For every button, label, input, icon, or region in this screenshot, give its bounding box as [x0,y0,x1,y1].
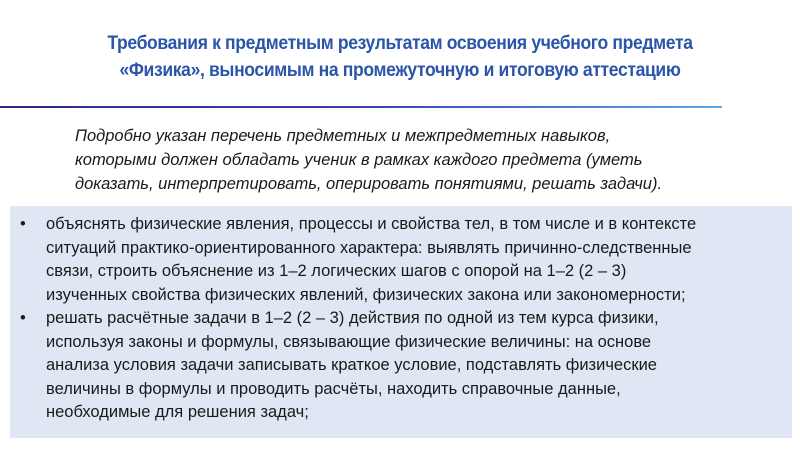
requirements-panel [10,206,792,438]
requirement-line: объяснять физические явления, процессы и свойства тел, в том числе и в контексте [46,215,697,233]
requirement-line: ситуаций практико-ориентированного характера: выявлять причинно-следственные [46,238,692,257]
intro-line: доказать, интерпретировать, оперировать понятиями, решать задачи). [75,175,663,193]
requirement-line: изученных свойства физических явлений, физических закона или закономерности; [46,285,686,304]
requirement-line: необходимые для решения задач; [46,403,309,421]
slide-title-line-2: «Физика», выносимым на промежуточную и итоговую аттестацию [119,59,681,81]
intro-line: Подробно указан перечень предметных и межпредметных навыков, [75,127,611,145]
requirement-line: связи, строить объяснение из 1–2 логических шагов с опорой на 1–2 (2 – 3) [46,262,627,280]
requirement-text [46,213,790,307]
intro-line: которыми должен обладать ученик в рамках каждого предмета (уметь [75,151,643,169]
requirement-line: анализа условия задачи записывать краткое условие, подставлять физические [46,356,657,374]
bullet-icon: • [20,215,26,233]
title-divider [0,106,722,108]
requirement-line: используя законы и формулы, связывающие физические величины: на основе [46,332,652,351]
requirement-text [46,307,790,425]
slide-title-line-1: Требования к предметным результатам освоения учебного предмета [107,32,693,54]
bullet-icon: • [20,309,26,327]
requirement-line: величины в формулы и проводить расчёты, находить справочные данные, [46,379,621,398]
requirement-line: решать расчётные задачи в 1–2 (2 – 3) действия по одной из тем курса физики, [46,309,659,327]
slide-title [40,30,760,84]
intro-paragraph [75,124,775,196]
